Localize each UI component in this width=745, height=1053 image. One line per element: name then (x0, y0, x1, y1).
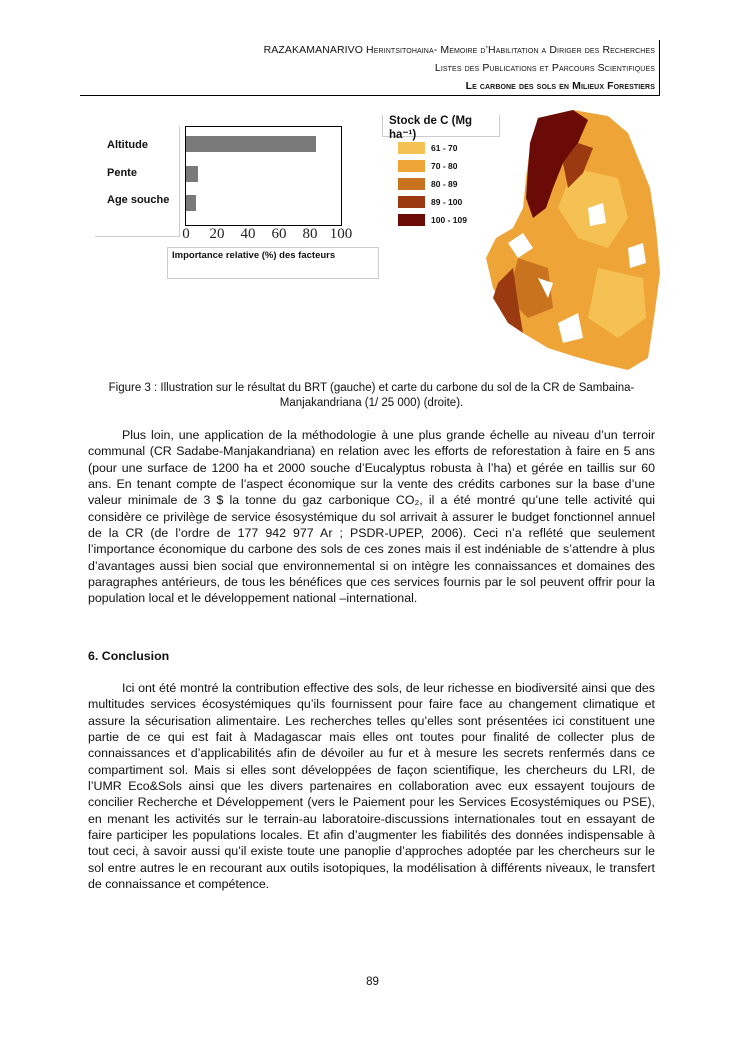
bar-age-souche (186, 195, 196, 211)
x-tick-label: 80 (302, 226, 318, 242)
category-label-box (95, 126, 180, 237)
legend-swatch (398, 214, 425, 226)
header-divider-horizontal (80, 95, 660, 96)
legend-item (398, 160, 457, 172)
header-author-title: RAZAKAMANARIVO Herintsitohaina- Memoire d’Habilitation a Diriger des Recherches (263, 44, 655, 56)
page-number: 89 (366, 976, 379, 988)
legend-swatch (398, 160, 425, 172)
paragraph-text: Ici ont été montré la contribution effective des sols, de leur richesse en biodiversité ainsi que des multitudes services écosystémiques qu’ils fournissent pour faire face au changement climatique et assure la sécurisation alimentaire. Les recherches telles qu’elles sont présentées ici constituent une partie de ce qui est fait à Madagascar mais elles ont toutes pour finalité de collecter plus de connaissances et d’applicabilités afin de dévoiler au fur et à mesure les secrets renfermés dans ce compartiment sol. Mais si elles sont développées de façon scientifique, les chercheurs du LRI, de l’UMR Eco&Sols ainsi que les divers partenaires en collaboration avec eux essayent toujours de concilier Recherche et Développement (vers le Paiement pour les Services Ecosystémiques ou PSE), en menant les activités sur le terrain-au laboratoire-discussions internationales tout en essayant de faire participer les populations locales. Et afin d’augmenter les fiabilités des données indispensable à tout ceci, à savoir aussi qu’il existe toute une panoplie d’approches adoptée par les chercheurs sur le sol entre autres le en recourant aux outils isotopiques, la modélisation à différents niveaux, le transfert de connaissance et compétence. (88, 681, 655, 892)
x-axis-title: Importance relative (%) des facteurs (167, 247, 379, 279)
x-tick-label: 20 (209, 226, 225, 242)
bar-altitude (186, 136, 316, 152)
x-tick-label: 0 (182, 226, 190, 242)
paragraph-text: Plus loin, une application de la méthodologie à une plus grande échelle au niveau d’un terroir communal (CR Sadabe-Manjakandriana) en relation avec les efforts de reforestation à faire en 5 ans (pour une surface de 1200 ha et 2000 souche d’Eucalyptus robusta à l’ha) et gérée en taillis sur 60 ans. En tenant compte de l’aspect économique sur la vente des crédits carbones sur la base d’une valeur minimale de 3 $ la tonne du gaz carbonique CO₂, il a été montré qu’une telle activité qui considère ce privilège de service ésosystémique du sol arrivait à assurer le budget fonctionnel annuel de la CR (de l’ordre de 177 942 977 Ar ; PSDR-UPEP, 2006). Ceci n’a reflété que seulement l’importance économique du carbone des sols de ces zones mais il est indéniable de s’attendre à plus d’avantages aussi bien social que environnemental si on intègre les connaissances et domaines des paragraphes antérieurs, de tous les bénéfices que ces services fournis par le sol peuvent offrir pour la population local et le développement national –international. (88, 428, 655, 606)
section-heading: 6. Conclusion (88, 649, 170, 663)
paragraph-conclusion (88, 680, 655, 892)
legend-item (398, 196, 462, 208)
legend-label: 80 - 89 (431, 179, 458, 189)
category-label: Altitude (107, 139, 148, 151)
legend-label: 100 - 109 (431, 215, 467, 225)
legend-item (398, 214, 467, 226)
category-label: Age souche (107, 194, 170, 206)
x-tick-label: 100 (329, 226, 353, 242)
legend-title: Stock de C (Mg ha⁻¹) (382, 115, 500, 137)
x-tick-label: 40 (240, 226, 256, 242)
header-chapter: Le carbone des sols en Milieux Forestiers (465, 80, 655, 92)
header-divider-vertical (659, 40, 660, 96)
legend-item (398, 178, 457, 190)
x-tick-label: 60 (271, 226, 287, 242)
carbon-map (478, 108, 663, 373)
figure-caption: Figure 3 : Illustration sur le résultat du BRT (gauche) et carte du carbone du sol de la CR de Sambaina-Manjakandriana (1/ 25 000) (droite). (108, 382, 635, 409)
plot-area (185, 126, 342, 226)
legend-label: 89 - 100 (431, 197, 463, 207)
legend-label: 61 - 70 (431, 143, 458, 153)
paragraph-application (88, 427, 655, 607)
brt-importance-chart (90, 112, 390, 284)
category-label: Pente (107, 167, 137, 179)
legend-label: 70 - 80 (431, 161, 458, 171)
header-section: Listes des Publications et Parcours Scientifiques (434, 62, 655, 74)
legend-swatch (398, 196, 425, 208)
legend-swatch (398, 142, 425, 154)
bar-pente (186, 166, 198, 182)
legend-swatch (398, 178, 425, 190)
legend-item (398, 142, 457, 154)
